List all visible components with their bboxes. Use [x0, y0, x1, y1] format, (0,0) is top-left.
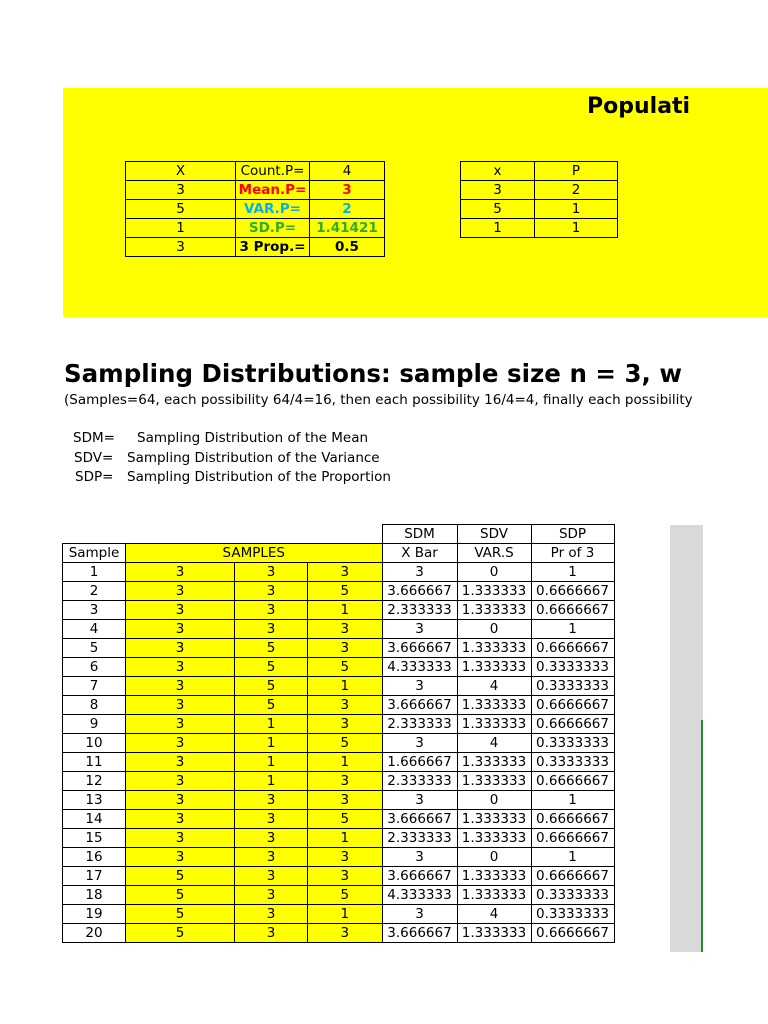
sample-number-cell: 1 — [63, 563, 126, 582]
sample-value-cell: 1 — [308, 601, 383, 620]
statistic-cell: 3 — [382, 905, 457, 924]
statistic-cell: 1 — [531, 563, 614, 582]
sample-value-cell: 3 — [308, 639, 383, 658]
statistic-cell: 1 — [531, 791, 614, 810]
table-row — [63, 886, 615, 905]
frequency-row — [461, 219, 618, 238]
table-row — [63, 905, 615, 924]
statistic-cell: 0.3333333 — [531, 658, 614, 677]
header-samples: SAMPLES — [126, 544, 383, 563]
header-sdv: SDV — [457, 525, 531, 544]
sample-value-cell: 5 — [126, 886, 235, 905]
population-stat-value: 2 — [310, 200, 385, 219]
sample-value-cell: 3 — [308, 867, 383, 886]
sample-value-cell: 3 — [126, 658, 235, 677]
population-row-sd — [126, 219, 385, 238]
group-header-row — [63, 525, 615, 544]
sample-value-cell: 3 — [126, 620, 235, 639]
frequency-row — [461, 200, 618, 219]
table-row — [63, 639, 615, 658]
sample-value-cell: 1 — [308, 829, 383, 848]
population-stat-label: 3 Prop.= — [236, 238, 310, 257]
sample-value-cell: 3 — [235, 791, 308, 810]
table-row — [63, 734, 615, 753]
sample-value-cell: 5 — [235, 696, 308, 715]
sample-value-cell: 3 — [308, 848, 383, 867]
sample-value-cell: 3 — [235, 582, 308, 601]
table-row — [63, 772, 615, 791]
sample-value-cell: 3 — [235, 848, 308, 867]
sample-number-cell: 8 — [63, 696, 126, 715]
definition-text-sdv: Sampling Distribution of the Variance — [127, 450, 380, 466]
table-row — [63, 848, 615, 867]
statistic-cell: 0.6666667 — [531, 715, 614, 734]
statistic-cell: 3 — [382, 791, 457, 810]
sample-value-cell: 3 — [235, 867, 308, 886]
statistic-cell: 0.3333333 — [531, 677, 614, 696]
sample-number-cell: 17 — [63, 867, 126, 886]
table-row — [63, 791, 615, 810]
population-x-cell: 3 — [126, 238, 236, 257]
statistic-cell: 1.333333 — [457, 715, 531, 734]
statistic-cell: 3 — [382, 848, 457, 867]
sample-value-cell: 3 — [126, 715, 235, 734]
sample-value-cell: 5 — [235, 658, 308, 677]
statistic-cell: 0.3333333 — [531, 886, 614, 905]
column-header-row — [63, 544, 615, 563]
statistic-cell: 3.666667 — [382, 924, 457, 943]
population-x-cell: 3 — [126, 181, 236, 200]
statistic-cell: 0.3333333 — [531, 734, 614, 753]
statistic-cell: 3 — [382, 620, 457, 639]
sample-value-cell: 3 — [308, 791, 383, 810]
sample-number-cell: 10 — [63, 734, 126, 753]
sample-value-cell: 3 — [126, 582, 235, 601]
statistic-cell: 1.333333 — [457, 658, 531, 677]
sample-value-cell: 3 — [235, 563, 308, 582]
statistic-cell: 4 — [457, 905, 531, 924]
frequency-table — [460, 161, 618, 238]
statistic-cell: 0.3333333 — [531, 905, 614, 924]
sample-value-cell: 1 — [308, 677, 383, 696]
frequency-header-cell: P — [535, 162, 618, 181]
statistic-cell: 2.333333 — [382, 829, 457, 848]
population-stat-label: Mean.P= — [236, 181, 310, 200]
population-stat-value: 3 — [310, 181, 385, 200]
sample-number-cell: 7 — [63, 677, 126, 696]
sample-value-cell: 5 — [308, 810, 383, 829]
statistic-cell: 2.333333 — [382, 715, 457, 734]
header-x-bar: X Bar — [382, 544, 457, 563]
sample-number-cell: 5 — [63, 639, 126, 658]
statistic-cell: 1.333333 — [457, 867, 531, 886]
sample-number-cell: 14 — [63, 810, 126, 829]
population-stats-table — [125, 161, 385, 257]
sample-value-cell: 3 — [126, 601, 235, 620]
sample-value-cell: 3 — [308, 715, 383, 734]
frequency-cell: 2 — [535, 181, 618, 200]
sample-value-cell: 1 — [235, 753, 308, 772]
statistic-cell: 4 — [457, 734, 531, 753]
frequency-header-cell: x — [461, 162, 535, 181]
sample-value-cell: 5 — [235, 639, 308, 658]
sample-value-cell: 3 — [126, 791, 235, 810]
table-row — [63, 620, 615, 639]
sample-number-cell: 9 — [63, 715, 126, 734]
statistic-cell: 3.666667 — [382, 696, 457, 715]
population-stat-value: 0.5 — [310, 238, 385, 257]
definition-text-sdp: Sampling Distribution of the Proportion — [127, 469, 391, 485]
sample-value-cell: 3 — [308, 696, 383, 715]
green-divider — [701, 720, 703, 952]
statistic-cell: 0.6666667 — [531, 772, 614, 791]
population-row-mean — [126, 181, 385, 200]
statistic-cell: 1.333333 — [457, 810, 531, 829]
sample-value-cell: 1 — [235, 715, 308, 734]
table-row — [63, 867, 615, 886]
statistic-cell: 0.6666667 — [531, 829, 614, 848]
statistic-cell: 3 — [382, 734, 457, 753]
statistic-cell: 2.333333 — [382, 772, 457, 791]
table-row — [63, 696, 615, 715]
statistic-cell: 3.666667 — [382, 867, 457, 886]
sample-value-cell: 5 — [126, 924, 235, 943]
sample-value-cell: 3 — [126, 563, 235, 582]
statistic-cell: 1.333333 — [457, 582, 531, 601]
statistic-cell: 1 — [531, 848, 614, 867]
statistic-cell: 1.333333 — [457, 829, 531, 848]
sample-number-cell: 19 — [63, 905, 126, 924]
table-row — [63, 715, 615, 734]
header-sdp: SDP — [531, 525, 614, 544]
sample-value-cell: 3 — [126, 772, 235, 791]
sample-value-cell: 1 — [235, 734, 308, 753]
header-var-s: VAR.S — [457, 544, 531, 563]
population-stat-label: SD.P= — [236, 219, 310, 238]
samples-table — [62, 524, 615, 943]
sample-number-cell: 13 — [63, 791, 126, 810]
table-row — [63, 753, 615, 772]
definition-abbr-sdp: SDP= — [75, 469, 114, 485]
frequency-cell: 1 — [535, 200, 618, 219]
population-x-cell: 1 — [126, 219, 236, 238]
sample-value-cell: 3 — [126, 677, 235, 696]
table-row — [63, 810, 615, 829]
sample-value-cell: 3 — [126, 810, 235, 829]
header-pr-of-3: Pr of 3 — [531, 544, 614, 563]
frequency-header-row — [461, 162, 618, 181]
sample-value-cell: 3 — [126, 696, 235, 715]
sample-value-cell: 3 — [126, 848, 235, 867]
sample-value-cell: 3 — [235, 810, 308, 829]
table-row — [63, 829, 615, 848]
table-row — [63, 924, 615, 943]
sample-number-cell: 16 — [63, 848, 126, 867]
statistic-cell: 3 — [382, 563, 457, 582]
sample-number-cell: 11 — [63, 753, 126, 772]
population-x-cell: X — [126, 162, 236, 181]
frequency-row — [461, 181, 618, 200]
sample-value-cell: 3 — [126, 753, 235, 772]
sample-value-cell: 5 — [235, 677, 308, 696]
sample-value-cell: 3 — [126, 639, 235, 658]
sample-number-cell: 12 — [63, 772, 126, 791]
sample-value-cell: 3 — [308, 620, 383, 639]
statistic-cell: 0.6666667 — [531, 601, 614, 620]
statistic-cell: 1.333333 — [457, 601, 531, 620]
sample-value-cell: 3 — [308, 563, 383, 582]
sample-number-cell: 20 — [63, 924, 126, 943]
sample-value-cell: 3 — [308, 924, 383, 943]
statistic-cell: 0 — [457, 620, 531, 639]
statistic-cell: 2.333333 — [382, 601, 457, 620]
definition-abbr-sdv: SDV= — [74, 450, 114, 466]
population-stat-label: VAR.P= — [236, 200, 310, 219]
sample-value-cell: 5 — [126, 905, 235, 924]
table-row — [63, 658, 615, 677]
statistic-cell: 3.666667 — [382, 582, 457, 601]
sample-value-cell: 5 — [126, 867, 235, 886]
sample-value-cell: 5 — [308, 734, 383, 753]
sample-value-cell: 3 — [235, 886, 308, 905]
population-row-count — [126, 162, 385, 181]
table-row — [63, 601, 615, 620]
section-subnote: (Samples=64, each possibility 64/4=16, then each possibility 16/4=4, finally each possibility — [64, 392, 693, 408]
sample-value-cell: 5 — [308, 886, 383, 905]
statistic-cell: 1.333333 — [457, 696, 531, 715]
table-row — [63, 677, 615, 696]
statistic-cell: 1 — [531, 620, 614, 639]
section-heading: Sampling Distributions: sample size n = 3, w — [64, 359, 682, 388]
sample-value-cell: 3 — [235, 620, 308, 639]
statistic-cell: 3.666667 — [382, 639, 457, 658]
sample-number-cell: 18 — [63, 886, 126, 905]
sample-value-cell: 3 — [126, 734, 235, 753]
statistic-cell: 1.333333 — [457, 753, 531, 772]
statistic-cell: 4.333333 — [382, 658, 457, 677]
population-title: Populati — [587, 94, 691, 119]
statistic-cell: 1.333333 — [457, 639, 531, 658]
statistic-cell: 3 — [382, 677, 457, 696]
statistic-cell: 1.333333 — [457, 886, 531, 905]
sample-number-cell: 15 — [63, 829, 126, 848]
statistic-cell: 1.333333 — [457, 772, 531, 791]
table-row — [63, 582, 615, 601]
statistic-cell: 3.666667 — [382, 810, 457, 829]
sample-value-cell: 1 — [235, 772, 308, 791]
definition-abbr-sdm: SDM= — [73, 430, 115, 446]
population-row-proportion — [126, 238, 385, 257]
statistic-cell: 1.333333 — [457, 924, 531, 943]
population-x-cell: 5 — [126, 200, 236, 219]
population-stat-value: 4 — [310, 162, 385, 181]
sample-number-cell: 4 — [63, 620, 126, 639]
statistic-cell: 0.6666667 — [531, 582, 614, 601]
statistic-cell: 1.666667 — [382, 753, 457, 772]
population-stat-label: Count.P= — [236, 162, 310, 181]
population-row-variance — [126, 200, 385, 219]
statistic-cell: 0 — [457, 791, 531, 810]
frequency-cell: 5 — [461, 200, 535, 219]
sample-value-cell: 3 — [235, 905, 308, 924]
statistic-cell: 0.6666667 — [531, 696, 614, 715]
sample-value-cell: 5 — [308, 658, 383, 677]
sample-value-cell: 3 — [235, 601, 308, 620]
sample-value-cell: 5 — [308, 582, 383, 601]
statistic-cell: 0 — [457, 563, 531, 582]
header-sdm: SDM — [382, 525, 457, 544]
population-stat-value: 1.41421 — [310, 219, 385, 238]
sample-number-cell: 3 — [63, 601, 126, 620]
sample-value-cell: 3 — [235, 829, 308, 848]
sample-number-cell: 2 — [63, 582, 126, 601]
header-sample: Sample — [63, 544, 126, 563]
frequency-cell: 1 — [535, 219, 618, 238]
sample-value-cell: 3 — [235, 924, 308, 943]
sample-value-cell: 3 — [308, 772, 383, 791]
frequency-cell: 3 — [461, 181, 535, 200]
table-row — [63, 563, 615, 582]
statistic-cell: 0 — [457, 848, 531, 867]
statistic-cell: 0.6666667 — [531, 924, 614, 943]
sample-value-cell: 3 — [126, 829, 235, 848]
statistic-cell: 4.333333 — [382, 886, 457, 905]
definition-text-sdm: Sampling Distribution of the Mean — [137, 430, 369, 446]
statistic-cell: 0.3333333 — [531, 753, 614, 772]
sample-value-cell: 1 — [308, 753, 383, 772]
statistic-cell: 0.6666667 — [531, 639, 614, 658]
statistic-cell: 0.6666667 — [531, 867, 614, 886]
statistic-cell: 4 — [457, 677, 531, 696]
side-panel — [670, 525, 703, 952]
sample-number-cell: 6 — [63, 658, 126, 677]
sample-value-cell: 1 — [308, 905, 383, 924]
frequency-cell: 1 — [461, 219, 535, 238]
statistic-cell: 0.6666667 — [531, 810, 614, 829]
